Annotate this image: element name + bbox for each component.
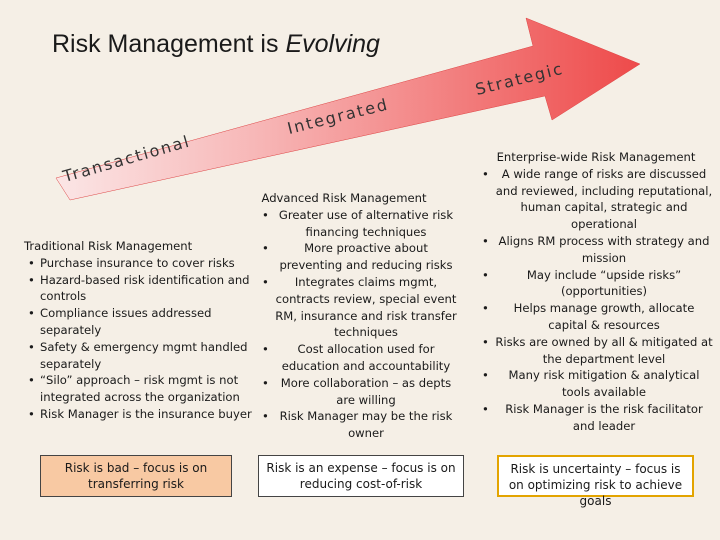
list-item: • Compliance issues addressed separately [24,305,256,339]
list-item: • Greater use of alternative risk financing techniques [258,207,458,241]
list-item: • Risk Manager is the risk facilitator and leader [478,401,714,435]
list-item: • Cost allocation used for education and accountability [258,341,458,375]
stage-label-strategic: Strategic [473,58,566,99]
advanced-rm-heading: Advanced Risk Management [261,191,427,205]
list-item: • Purchase insurance to cover risks [24,255,256,272]
list-item: • Helps manage growth, allocate capital & resources [478,300,714,334]
list-item: • May include “upside risks” (opportunities) [478,267,714,301]
list-item: • Risk Manager is the insurance buyer [24,406,256,423]
list-item: • Risks are owned by all & mitigated at the department level [478,334,714,368]
list-item: • Aligns RM process with strategy and mission [478,233,714,267]
enterprise-rm-list [478,166,714,435]
strategic-summary-box: Risk is uncertainty – focus is on optimizing risk to achieve goals [497,455,694,497]
list-item: • Integrates claims mgmt, contracts review, special event RM, insurance and risk transfer techniques [258,274,458,341]
list-item: • A wide range of risks are discussed and reviewed, including reputational, human capital, strategic and operational [478,166,714,233]
list-item: • Safety & emergency mgmt handled separately [24,339,256,373]
traditional-rm-column [24,238,256,423]
title-emphasis: Evolving [285,30,380,58]
title-prefix: Risk Management is [52,30,286,58]
list-item: • Many risk mitigation & analytical tools available [478,367,714,401]
advanced-rm-column [258,190,458,442]
list-item: • More proactive about preventing and reducing risks [258,240,458,274]
stage-label-transactional: Transactional [60,131,193,186]
advanced-rm-list [258,207,458,442]
stage-label-integrated: Integrated [285,94,391,138]
list-item: • More collaboration – as depts are willing [258,375,458,409]
traditional-rm-list [24,255,256,423]
list-item: • Hazard-based risk identification and controls [24,272,256,306]
list-item: • “Silo” approach – risk mgmt is not integrated across the organization [24,372,256,406]
transactional-summary-box: Risk is bad – focus is on transferring risk [40,455,232,497]
traditional-rm-heading: Traditional Risk Management [24,239,193,253]
list-item: • Risk Manager may be the risk owner [258,408,458,442]
integrated-summary-box: Risk is an expense – focus is on reducing cost-of-risk [258,455,464,497]
enterprise-rm-column [478,149,714,435]
enterprise-rm-heading: Enterprise-wide Risk Management [496,150,696,164]
